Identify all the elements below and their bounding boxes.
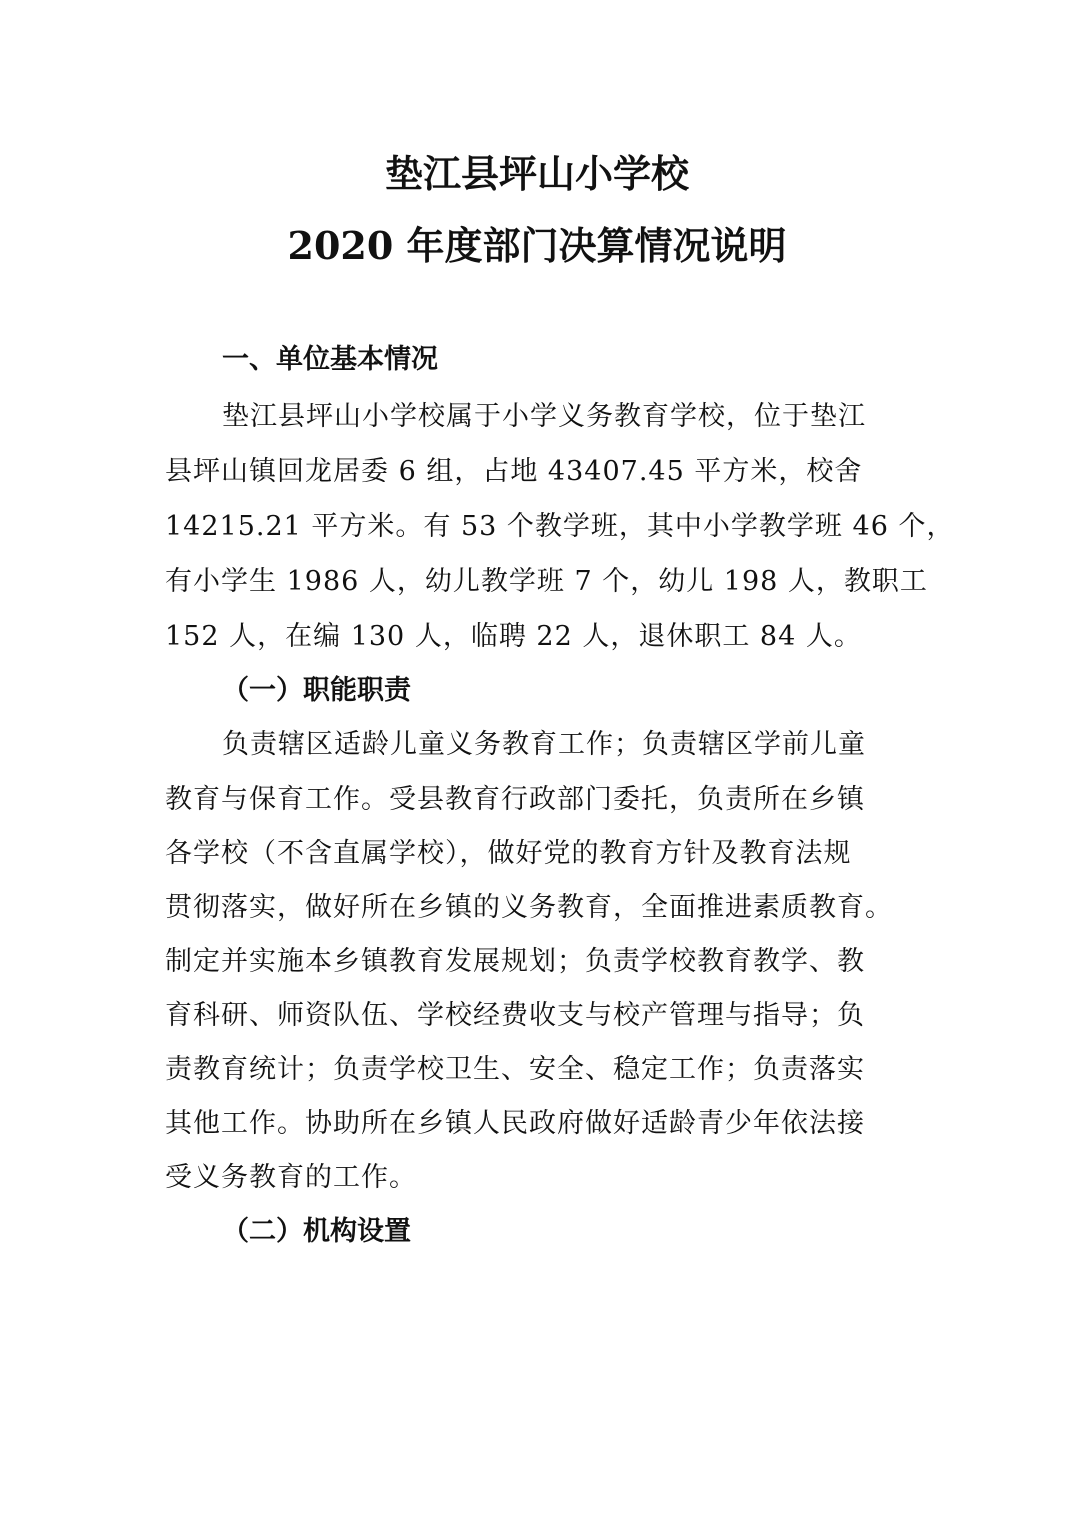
paragraph-line: 贯彻落实，做好所在乡镇的义务教育，全面推进素质教育。 [165, 892, 893, 923]
document-title-line-2: 2020 年度部门决算情况说明 [287, 223, 787, 268]
paragraph-line: 负责辖区适龄儿童义务教育工作；负责辖区学前儿童 [222, 729, 866, 760]
paragraph-line: 教育与保育工作。受县教育行政部门委托，负责所在乡镇 [165, 784, 865, 815]
subsection-heading-duties: （一）职能职责 [222, 675, 411, 706]
paragraph-line: 152 人，在编 130 人，临聘 22 人，退休职工 84 人。 [165, 621, 862, 652]
paragraph-line: 14215.21 平方米。有 53 个教学班，其中小学教学班 46 个， [165, 511, 955, 542]
paragraph-line: 制定并实施本乡镇教育发展规划；负责学校教育教学、教 [165, 946, 865, 977]
document-title-line-1: 垫江县坪山小学校 [384, 151, 689, 196]
section-heading-basic-info: 一、单位基本情况 [222, 344, 438, 375]
paragraph-line: 有小学生 1986 人，幼儿教学班 7 个，幼儿 198 人，教职工 [165, 566, 928, 597]
paragraph-line: 各学校（不含直属学校），做好党的教育方针及教育法规 [165, 838, 852, 869]
paragraph-line: 责教育统计；负责学校卫生、安全、稳定工作；负责落实 [165, 1054, 865, 1085]
paragraph-line: 受义务教育的工作。 [165, 1162, 417, 1193]
paragraph-line: 垫江县坪山小学校属于小学义务教育学校，位于垫江 [222, 401, 866, 432]
subsection-heading-organization: （二）机构设置 [222, 1216, 411, 1247]
paragraph-line: 县坪山镇回龙居委 6 组，占地 43407.45 平方米，校舍 [165, 456, 863, 487]
paragraph-line: 育科研、师资队伍、学校经费收支与校产管理与指导；负 [165, 1000, 865, 1031]
paragraph-line: 其他工作。协助所在乡镇人民政府做好适龄青少年依法接 [165, 1108, 865, 1139]
